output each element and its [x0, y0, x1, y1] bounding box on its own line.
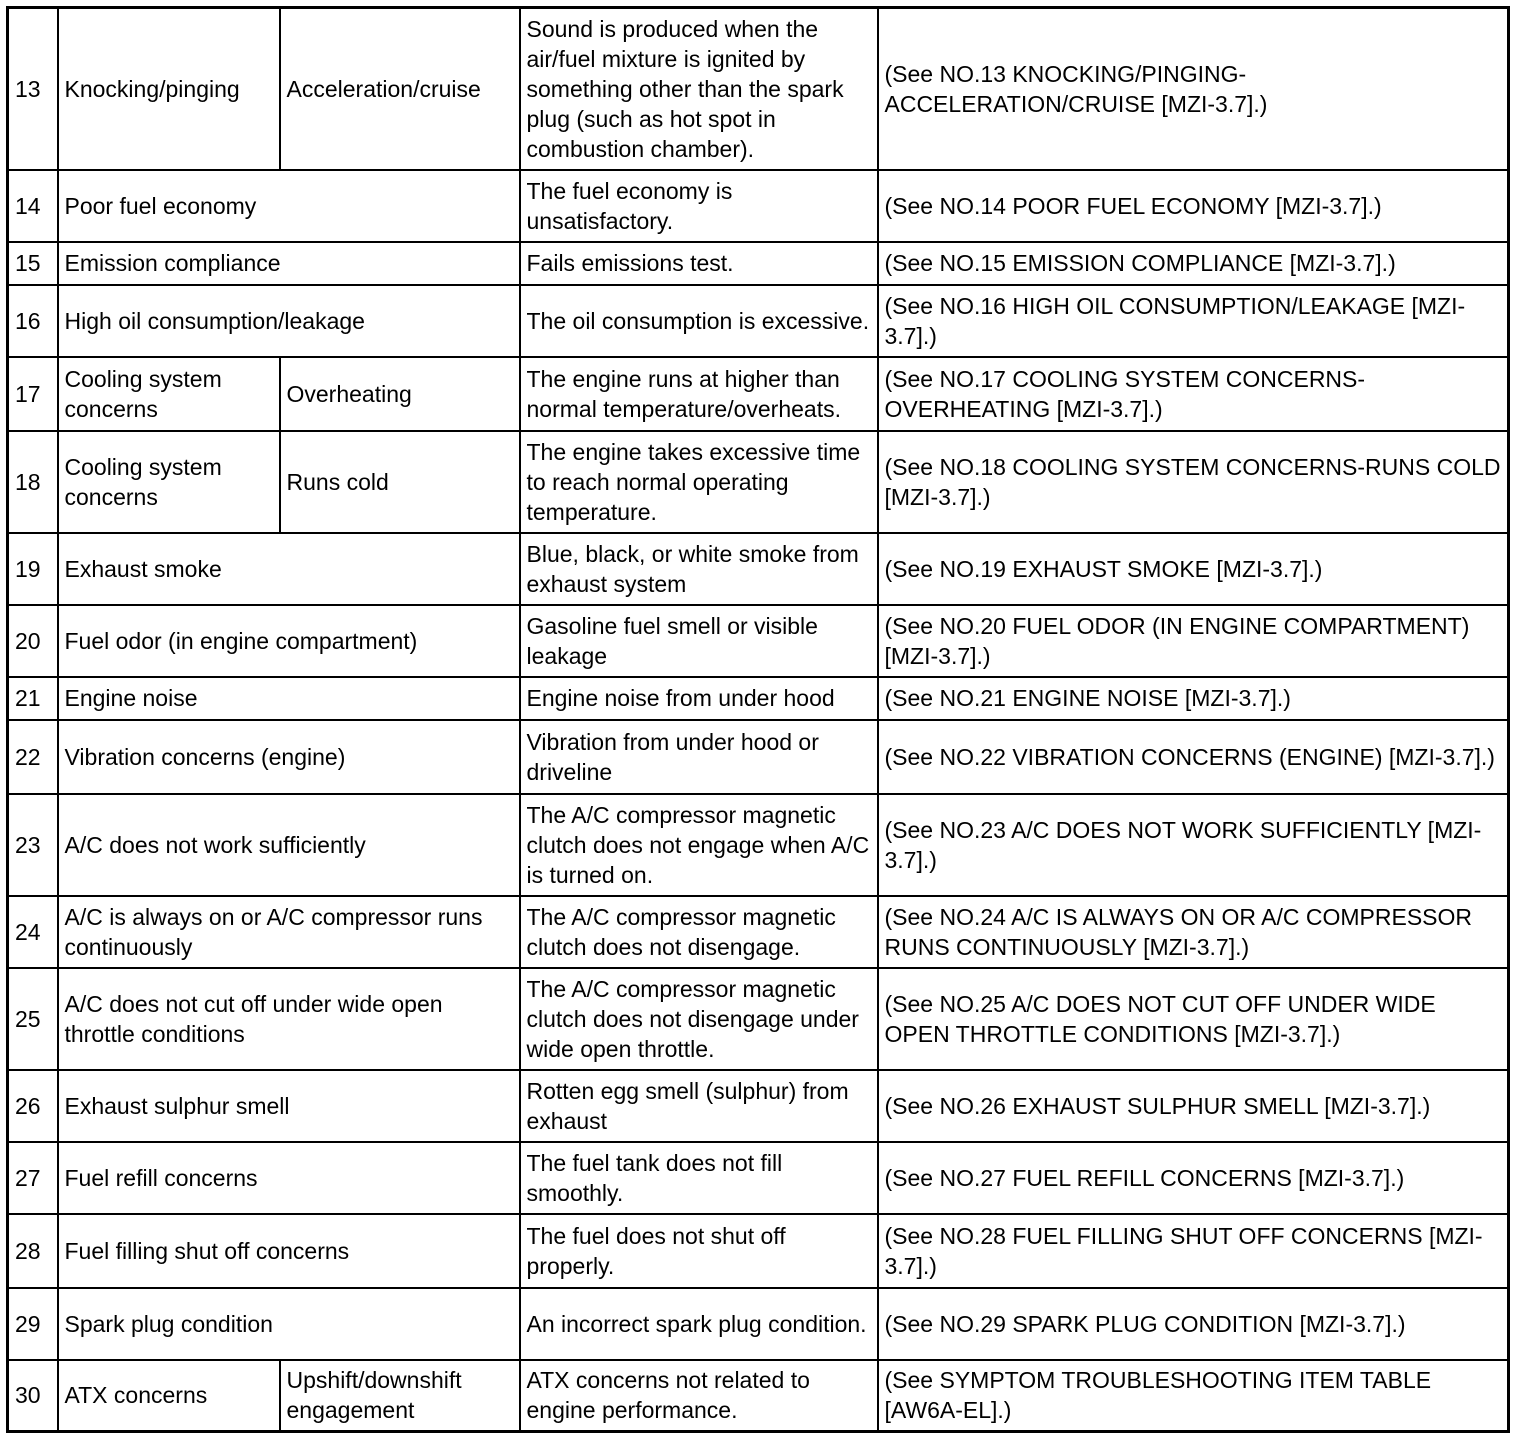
- symptom-cell: Spark plug condition: [58, 1288, 520, 1360]
- table-row: [8, 1142, 1509, 1214]
- description-cell: The engine takes excessive time to reach normal operating temperature.: [520, 431, 878, 533]
- reference-cell: (See NO.17 COOLING SYSTEM CONCERNS-OVERHEATING [MZI-3.7].): [878, 357, 1509, 431]
- symptom-cell: A/C does not cut off under wide open throttle conditions: [58, 968, 520, 1070]
- symptom-cell: Engine noise: [58, 677, 520, 720]
- table-row: [8, 170, 1509, 242]
- symptom-cell: Fuel odor (in engine compartment): [58, 605, 520, 677]
- reference-cell: (See NO.15 EMISSION COMPLIANCE [MZI-3.7].): [878, 242, 1509, 285]
- row-number: 20: [8, 605, 58, 677]
- description-cell: The engine runs at higher than normal temperature/overheats.: [520, 357, 878, 431]
- reference-cell: (See NO.26 EXHAUST SULPHUR SMELL [MZI-3.7].): [878, 1070, 1509, 1142]
- table-row: [8, 1070, 1509, 1142]
- condition-cell: Upshift/downshift engagement: [280, 1360, 520, 1432]
- symptom-cell: A/C is always on or A/C compressor runs continuously: [58, 896, 520, 968]
- reference-cell: (See NO.23 A/C DOES NOT WORK SUFFICIENTLY [MZI-3.7].): [878, 794, 1509, 896]
- row-number: 26: [8, 1070, 58, 1142]
- table-row: [8, 431, 1509, 533]
- description-cell: The A/C compressor magnetic clutch does not disengage.: [520, 896, 878, 968]
- description-cell: The fuel economy is unsatisfactory.: [520, 170, 878, 242]
- row-number: 19: [8, 533, 58, 605]
- row-number: 25: [8, 968, 58, 1070]
- reference-cell: (See NO.25 A/C DOES NOT CUT OFF UNDER WIDE OPEN THROTTLE CONDITIONS [MZI-3.7].): [878, 968, 1509, 1070]
- description-cell: Rotten egg smell (sulphur) from exhaust: [520, 1070, 878, 1142]
- description-cell: The fuel tank does not fill smoothly.: [520, 1142, 878, 1214]
- condition-cell: Overheating: [280, 357, 520, 431]
- reference-cell: (See NO.16 HIGH OIL CONSUMPTION/LEAKAGE [MZI-3.7].): [878, 285, 1509, 357]
- reference-cell: (See NO.14 POOR FUEL ECONOMY [MZI-3.7].): [878, 170, 1509, 242]
- table-row: [8, 605, 1509, 677]
- reference-cell: (See NO.29 SPARK PLUG CONDITION [MZI-3.7].): [878, 1288, 1509, 1360]
- reference-cell: (See NO.22 VIBRATION CONCERNS (ENGINE) [MZI-3.7].): [878, 720, 1509, 794]
- row-number: 27: [8, 1142, 58, 1214]
- description-cell: Gasoline fuel smell or visible leakage: [520, 605, 878, 677]
- reference-cell: (See NO.28 FUEL FILLING SHUT OFF CONCERNS [MZI-3.7].): [878, 1214, 1509, 1288]
- symptom-cell: Knocking/pinging: [58, 8, 280, 170]
- description-cell: The A/C compressor magnetic clutch does not engage when A/C is turned on.: [520, 794, 878, 896]
- description-cell: The A/C compressor magnetic clutch does not disengage under wide open throttle.: [520, 968, 878, 1070]
- reference-cell: (See NO.13 KNOCKING/PINGING-ACCELERATION/CRUISE [MZI-3.7].): [878, 8, 1509, 170]
- symptom-cell: A/C does not work sufficiently: [58, 794, 520, 896]
- row-number: 29: [8, 1288, 58, 1360]
- reference-cell: (See NO.19 EXHAUST SMOKE [MZI-3.7].): [878, 533, 1509, 605]
- symptom-cell: Exhaust sulphur smell: [58, 1070, 520, 1142]
- condition-cell: Acceleration/cruise: [280, 8, 520, 170]
- row-number: 13: [8, 8, 58, 170]
- description-cell: The fuel does not shut off properly.: [520, 1214, 878, 1288]
- table-row: [8, 794, 1509, 896]
- row-number: 15: [8, 242, 58, 285]
- table-row: [8, 533, 1509, 605]
- reference-cell: (See NO.24 A/C IS ALWAYS ON OR A/C COMPRESSOR RUNS CONTINUOUSLY [MZI-3.7].): [878, 896, 1509, 968]
- symptom-cell: Cooling system concerns: [58, 357, 280, 431]
- description-cell: Engine noise from under hood: [520, 677, 878, 720]
- row-number: 23: [8, 794, 58, 896]
- table-row: [8, 1214, 1509, 1288]
- table-row: [8, 285, 1509, 357]
- description-cell: The oil consumption is excessive.: [520, 285, 878, 357]
- row-number: 28: [8, 1214, 58, 1288]
- symptom-cell: Fuel refill concerns: [58, 1142, 520, 1214]
- table-row: [8, 677, 1509, 720]
- table-row: [8, 242, 1509, 285]
- description-cell: Sound is produced when the air/fuel mixture is ignited by something other than the spark plug (such as hot spot in combustion chamber).: [520, 8, 878, 170]
- reference-cell: (See NO.27 FUEL REFILL CONCERNS [MZI-3.7].): [878, 1142, 1509, 1214]
- table-row: [8, 357, 1509, 431]
- table-row: [8, 896, 1509, 968]
- row-number: 24: [8, 896, 58, 968]
- row-number: 18: [8, 431, 58, 533]
- reference-cell: (See NO.18 COOLING SYSTEM CONCERNS-RUNS COLD [MZI-3.7].): [878, 431, 1509, 533]
- description-cell: Blue, black, or white smoke from exhaust system: [520, 533, 878, 605]
- row-number: 30: [8, 1360, 58, 1432]
- description-cell: An incorrect spark plug condition.: [520, 1288, 878, 1360]
- symptom-cell: Vibration concerns (engine): [58, 720, 520, 794]
- table-row: [8, 720, 1509, 794]
- row-number: 17: [8, 357, 58, 431]
- table-row: [8, 968, 1509, 1070]
- symptom-cell: Cooling system concerns: [58, 431, 280, 533]
- table-row: [8, 1360, 1509, 1432]
- row-number: 16: [8, 285, 58, 357]
- condition-cell: Runs cold: [280, 431, 520, 533]
- row-number: 14: [8, 170, 58, 242]
- symptom-cell: Poor fuel economy: [58, 170, 520, 242]
- symptom-cell: High oil consumption/leakage: [58, 285, 520, 357]
- reference-cell: (See NO.20 FUEL ODOR (IN ENGINE COMPARTMENT) [MZI-3.7].): [878, 605, 1509, 677]
- row-number: 21: [8, 677, 58, 720]
- reference-cell: (See NO.21 ENGINE NOISE [MZI-3.7].): [878, 677, 1509, 720]
- symptom-cell: ATX concerns: [58, 1360, 280, 1432]
- description-cell: Vibration from under hood or driveline: [520, 720, 878, 794]
- symptom-cell: Emission compliance: [58, 242, 520, 285]
- description-cell: ATX concerns not related to engine performance.: [520, 1360, 878, 1432]
- symptom-cell: Fuel filling shut off concerns: [58, 1214, 520, 1288]
- row-number: 22: [8, 720, 58, 794]
- table-row: [8, 8, 1509, 170]
- symptom-troubleshooting-table: [6, 6, 1510, 1433]
- table-row: [8, 1288, 1509, 1360]
- reference-cell: (See SYMPTOM TROUBLESHOOTING ITEM TABLE [AW6A-EL].): [878, 1360, 1509, 1432]
- description-cell: Fails emissions test.: [520, 242, 878, 285]
- symptom-cell: Exhaust smoke: [58, 533, 520, 605]
